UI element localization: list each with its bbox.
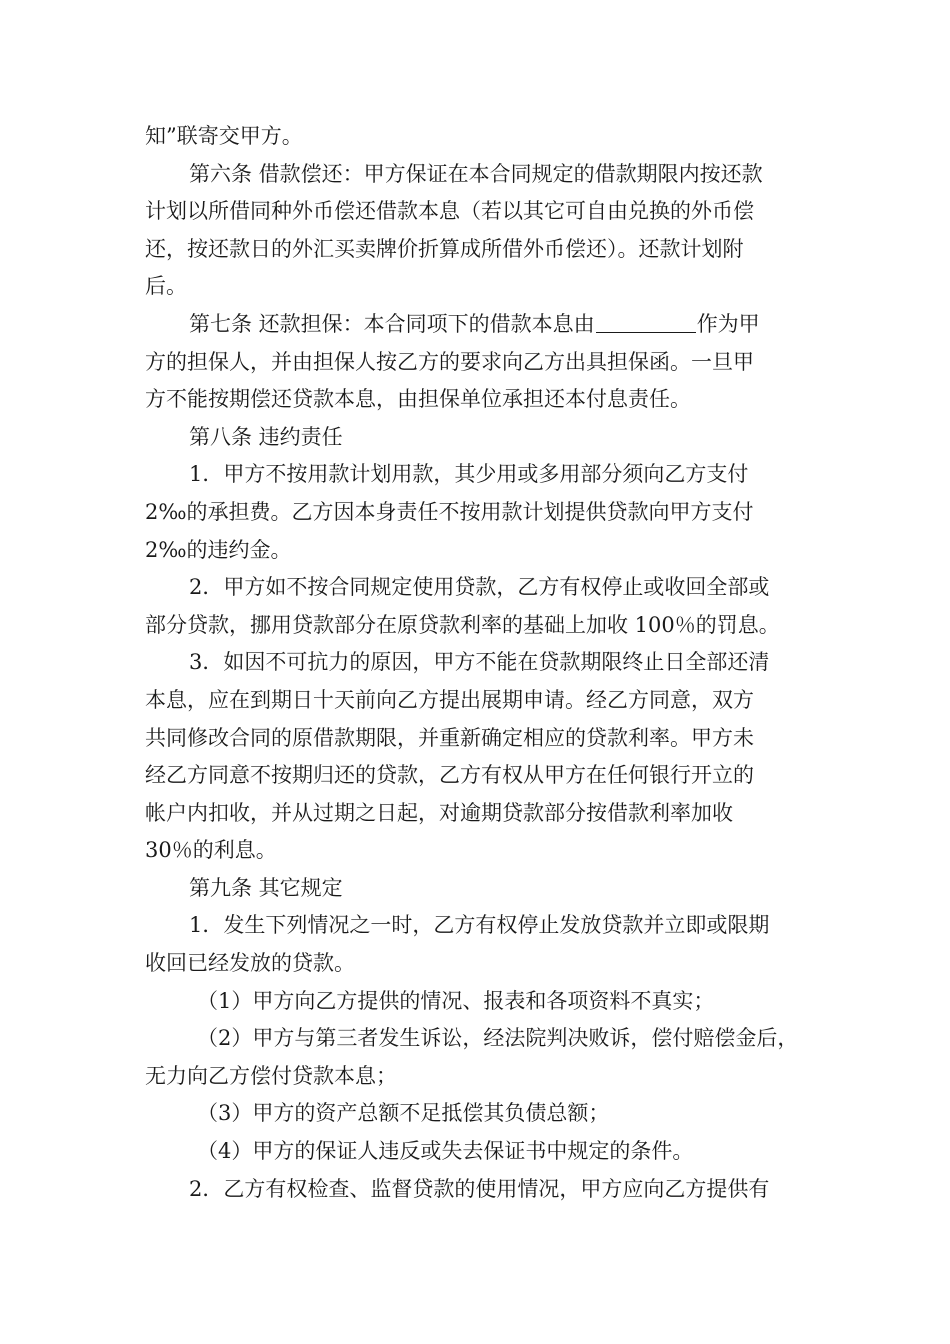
text-line: 30％的利息。 — [145, 838, 277, 863]
sub-clause-line: （2）甲方与第三者发生诉讼，经法院判决败诉，偿付赔偿金后， — [197, 1026, 799, 1051]
text-segment: 第七条 还款担保：本合同项下的借款本息由 — [189, 311, 595, 336]
text-line: 2‰的违约金。 — [145, 537, 292, 562]
text-line: 无力向乙方偿付贷款本息； — [145, 1063, 397, 1088]
text-line: 本息，应在到期日十天前向乙方提出展期申请。经乙方同意，双方 — [145, 687, 754, 712]
article-9-heading: 第九条 其它规定 — [189, 875, 343, 900]
text-line: 2‰的承担费。乙方因本身责任不按用款计划提供贷款向甲方支付 — [145, 499, 754, 524]
article-6-heading-line: 第六条 借款偿还：甲方保证在本合同规定的借款期限内按还款 — [189, 161, 763, 186]
clause-line: 3．如因不可抗力的原因，甲方不能在贷款期限终止日全部还清 — [189, 650, 770, 675]
fill-in-blank — [596, 310, 696, 333]
article-7-heading-line — [145, 306, 815, 344]
text-line: 部分贷款，挪用贷款部分在原贷款利率的基础上加收 100％的罚息。 — [145, 612, 780, 637]
article-8-heading: 第八条 违约责任 — [189, 424, 343, 449]
clause-line: 2．甲方如不按合同规定使用贷款，乙方有权停止或收回全部或 — [189, 575, 770, 600]
text-line: 方不能按期偿还贷款本息，由担保单位承担还本付息责任。 — [145, 387, 691, 412]
text-line: 方的担保人，并由担保人按乙方的要求向乙方出具担保函。一旦甲 — [145, 349, 754, 374]
text-line: 收回已经发放的贷款。 — [145, 951, 355, 976]
text-line: 共同修改合同的原借款期限，并重新确定相应的贷款利率。甲方未 — [145, 725, 754, 750]
text-line: 还，按还款日的外汇买卖牌价折算成所借外币偿还）。还款计划附 — [145, 236, 744, 261]
text-line: 帐户内扣收，并从过期之日起，对逾期贷款部分按借款利率加收 — [145, 800, 733, 825]
sub-clause-line: （4）甲方的保证人违反或失去保证书中规定的条件。 — [197, 1139, 694, 1164]
text-line: 经乙方同意不按期归还的贷款，乙方有权从甲方在任何银行开立的 — [145, 763, 754, 788]
sub-clause-line: （3）甲方的资产总额不足抵偿其负债总额； — [197, 1101, 610, 1126]
text-line: 后。 — [145, 274, 187, 299]
sub-clause-line: （1）甲方向乙方提供的情况、报表和各项资料不真实； — [197, 988, 715, 1013]
clause-line: 2．乙方有权检查、监督贷款的使用情况，甲方应向乙方提供有 — [189, 1176, 770, 1201]
contract-text — [145, 118, 815, 1208]
text-segment: 作为甲 — [696, 311, 760, 336]
clause-line: 1．甲方不按用款计划用款，其少用或多用部分须向乙方支付 — [189, 462, 749, 487]
text-line: 知”联寄交甲方。 — [145, 124, 303, 148]
clause-line: 1．发生下列情况之一时，乙方有权停止发放贷款并立即或限期 — [189, 913, 770, 938]
text-line: 计划以所借同种外币偿还借款本息（若以其它可自由兑换的外币偿 — [145, 199, 754, 224]
